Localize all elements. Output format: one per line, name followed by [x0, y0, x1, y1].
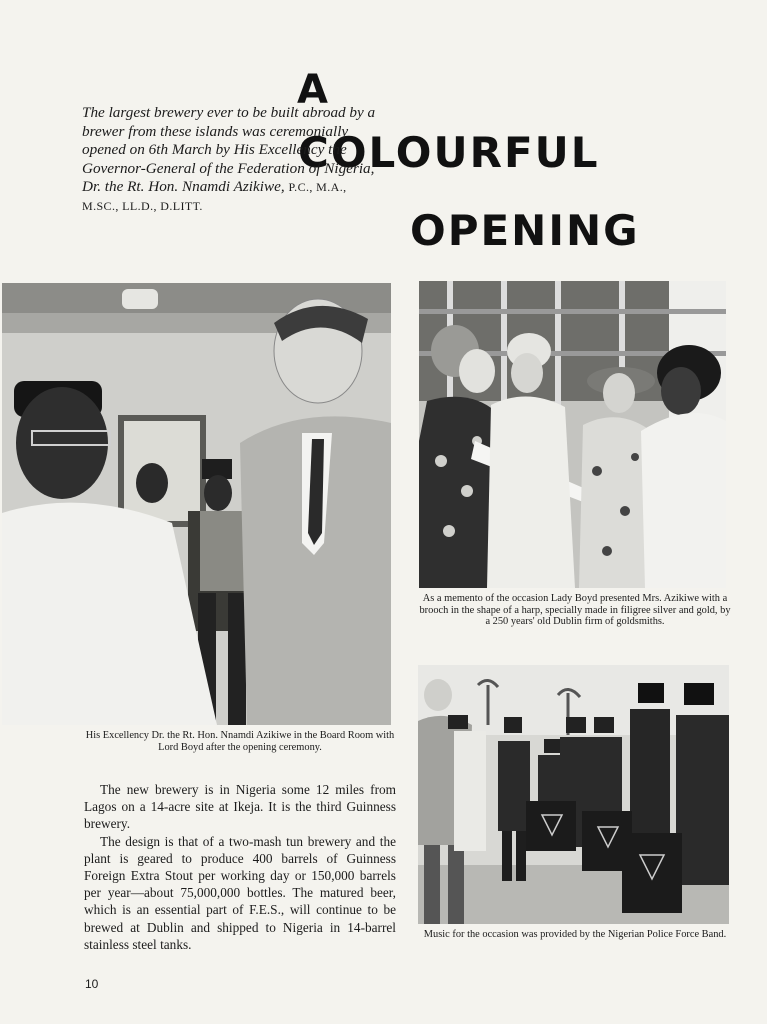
page-number: 10 — [85, 977, 99, 991]
boardroom-photo — [2, 283, 391, 725]
body-paragraph-1: The new brewery is in Nigeria some 12 miles from Lagos on a 14-acre site at Ikeja. It is the third Guinness brewery. — [84, 782, 396, 832]
article-body — [84, 781, 396, 953]
band-caption: Music for the occasion was provided by the Nigerian Police Force Band. — [423, 929, 727, 940]
title-word-colourful: COLOURFUL — [298, 128, 600, 177]
body-paragraph-2: The design is that of a two-mash tun brewery and the plant is geared to produce 400 barrels of Guinness Foreign Extra Stout per working day or 150,000 barrels per year—about 75,000,000 bottles. The matured beer, which is an essential part of F.E.S., will continue to be brewed at Dublin and shipped to Nigeria in 14-barrel stainless steel tanks. — [84, 833, 396, 952]
brooch-photo — [419, 281, 726, 588]
intro-paragraph — [82, 104, 382, 216]
boardroom-caption: His Excellency Dr. the Rt. Hon. Nnamdi Azikiwe in the Board Room with Lord Boyd after the opening ceremony. — [85, 730, 395, 753]
title-word-opening: OPENING — [410, 206, 640, 255]
band-photo — [418, 665, 729, 924]
intro-text: The largest brewery ever to be built abroad by a brewer from these islands was ceremonially opened on 6th March by His Excellency the Governor-General of the Federation of Nigeria, Dr. the Rt. Hon. Nnamdi Azikiwe, — [82, 104, 376, 196]
intro-degrees: P.C., M.A., M.SC., LL.D., D.LITT. — [82, 180, 347, 213]
title-word-a: A — [297, 67, 330, 113]
brooch-caption: As a memento of the occasion Lady Boyd presented Mrs. Azikiwe with a brooch in the shape of a harp, specially made in filigree silver and gold, by a 250 years' old Dublin firm of goldsmiths. — [419, 593, 731, 628]
